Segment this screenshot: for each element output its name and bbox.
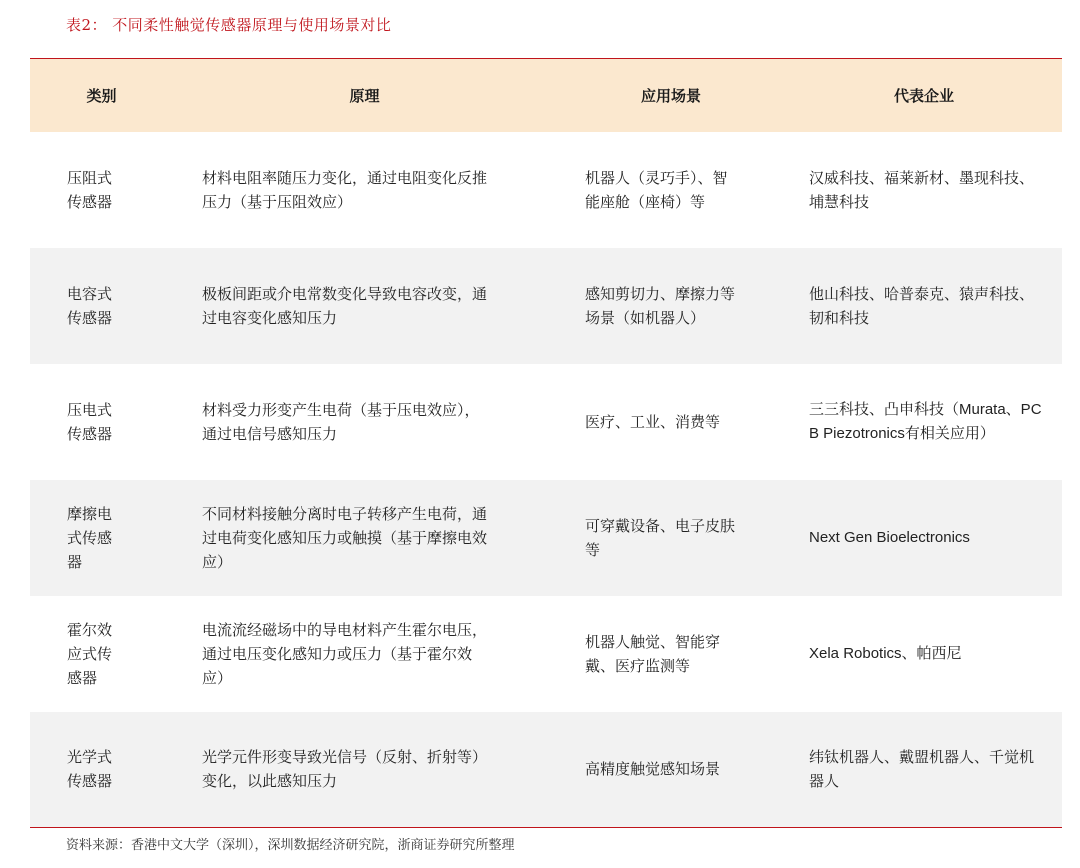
companies-cell: Xela Robotics、帕西尼 [809, 644, 962, 662]
table-row [30, 248, 1062, 364]
principle-cell: 材料受力形变产生电荷（基于压电效应），通过电信号感知压力 [202, 400, 480, 443]
table-row [30, 596, 1062, 712]
application-cell: 机器人触觉、智能穿戴、医疗监测等 [585, 632, 721, 675]
principle-cell: 不同材料接触分离时电子转移产生电荷，通过电荷变化感知压力或触摸（基于摩擦电效应） [202, 504, 488, 571]
table-header-row [30, 59, 1062, 132]
table-row [30, 364, 1062, 480]
category-cell: 压阻式传感器 [67, 168, 113, 211]
category-cell: 电容式传感器 [67, 284, 113, 327]
header-category: 类别 [86, 86, 117, 105]
companies-cell: Next Gen Bioelectronics [809, 528, 970, 546]
companies-cell: 纬钛机器人、戴盟机器人、千觉机器人 [809, 748, 1035, 791]
header-companies: 代表企业 [893, 86, 954, 105]
companies-cell: 汉威科技、福莱新材、墨现科技、埔慧科技 [809, 168, 1035, 211]
principle-cell: 电流流经磁场中的导电材料产生霍尔电压，通过电压变化感知力或压力（基于霍尔效应） [202, 620, 488, 687]
category-cell: 压电式传感器 [67, 400, 113, 443]
table-caption: 表2： 不同柔性触觉传感器原理与使用场景对比 [66, 16, 392, 34]
application-cell: 机器人（灵巧手）、智能座舱（座椅）等 [585, 168, 728, 211]
table-row [30, 132, 1062, 248]
companies-cell: 他山科技、哈普泰克、猿声科技、韧和科技 [809, 284, 1035, 327]
header-principle: 原理 [349, 86, 380, 105]
application-cell: 感知剪切力、摩擦力等场景（如机器人） [585, 284, 736, 327]
category-cell: 光学式传感器 [67, 748, 113, 791]
table-row [30, 712, 1062, 828]
comparison-table [30, 58, 1062, 828]
header-application: 应用场景 [640, 86, 701, 105]
application-cell: 高精度触觉感知场景 [585, 760, 721, 779]
application-cell: 医疗、工业、消费等 [585, 412, 721, 431]
principle-cell: 材料电阻率随压力变化，通过电阻变化反推压力（基于压阻效应） [202, 168, 488, 211]
principle-cell: 极板间距或介电常数变化导致电容改变，通过电容变化感知压力 [202, 284, 488, 327]
source-note: 资料来源：香港中文大学（深圳），深圳数据经济研究院，浙商证券研究所整理 [66, 838, 515, 853]
principle-cell: 光学元件形变导致光信号（反射、折射等）变化，以此感知压力 [202, 748, 488, 791]
table-row [30, 480, 1062, 596]
category-cell: 摩擦电式传感器 [67, 504, 113, 571]
category-cell: 霍尔效应式传感器 [67, 620, 113, 687]
companies-cell: 三三科技、凸申科技（Murata、PCB Piezotronics有相关应用） [809, 400, 1042, 442]
application-cell: 可穿戴设备、电子皮肤等 [585, 516, 736, 559]
